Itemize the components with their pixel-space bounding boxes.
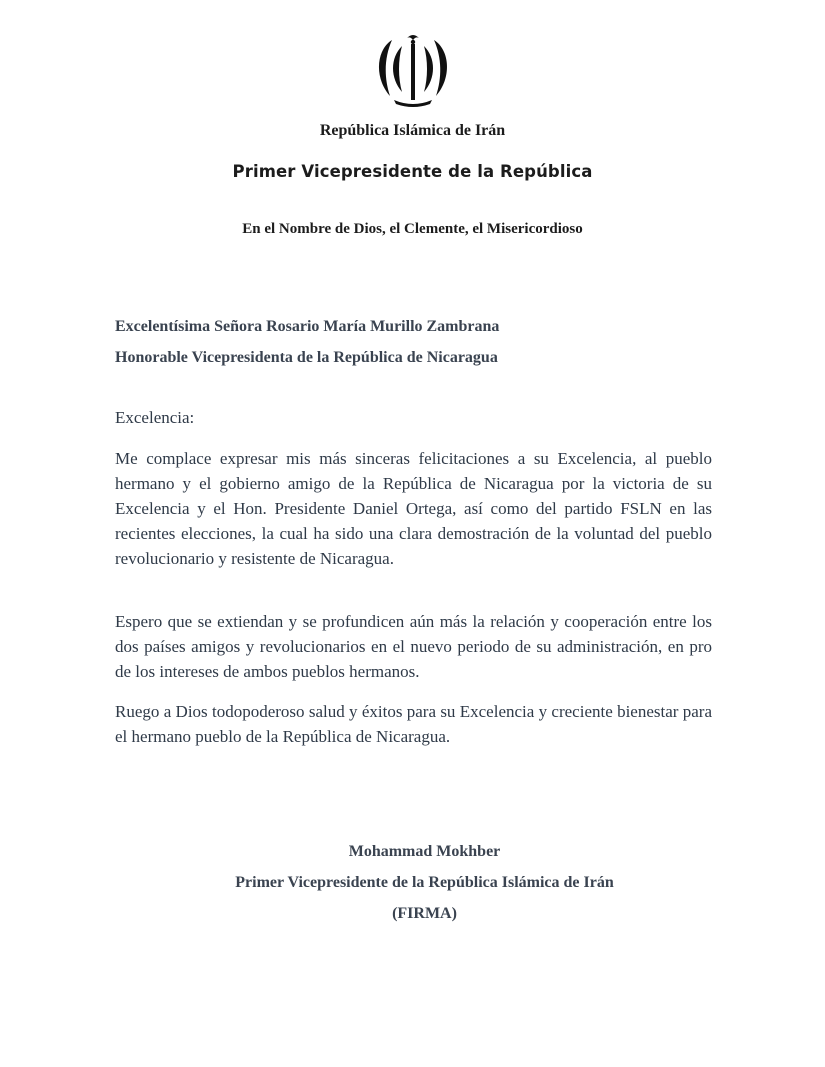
body-paragraph: Espero que se extiendan y se profundicen aún más la relación y cooperación entre los dos países amigos y revolucionarios en el nuevo periodo de su administración, en pro de los intereses de ambos pueblos hermanos. bbox=[115, 612, 712, 681]
addressee-name: Excelentísima Señora Rosario María Murillo Zambrana bbox=[115, 318, 500, 335]
signatory-title: Primer Vicepresidente de la República Islámica de Irán bbox=[235, 874, 614, 891]
body-paragraph: Ruego a Dios todopoderoso salud y éxitos para su Excelencia y creciente bienestar para el hermano pueblo de la República de Nicaragua. bbox=[115, 702, 712, 746]
signature-mark: (FIRMA) bbox=[392, 905, 457, 922]
invocation-line: En el Nombre de Dios, el Clemente, el Misericordioso bbox=[242, 221, 583, 237]
salutation: Excelencia: bbox=[115, 408, 195, 427]
country-heading: República Islámica de Irán bbox=[319, 122, 506, 139]
addressee-title: Honorable Vicepresidenta de la República de Nicaragua bbox=[115, 349, 498, 366]
signatory-name: Mohammad Mokhber bbox=[348, 843, 501, 860]
office-heading: Primer Vicepresidente de la República bbox=[232, 162, 593, 181]
iran-emblem-icon bbox=[372, 32, 454, 108]
body-paragraph: Me complace expresar mis más sinceras felicitaciones a su Excelencia, al pueblo hermano y el gobierno amigo de la República de Nicaragua por la victoria de su Excelencia y el Hon. Presidente Daniel Ortega, así como del partido FSLN en las recientes elecciones, la cual ha sido una clara demostración de la voluntad del pueblo revolucionario y resistente de Nicaragua. bbox=[115, 449, 712, 568]
